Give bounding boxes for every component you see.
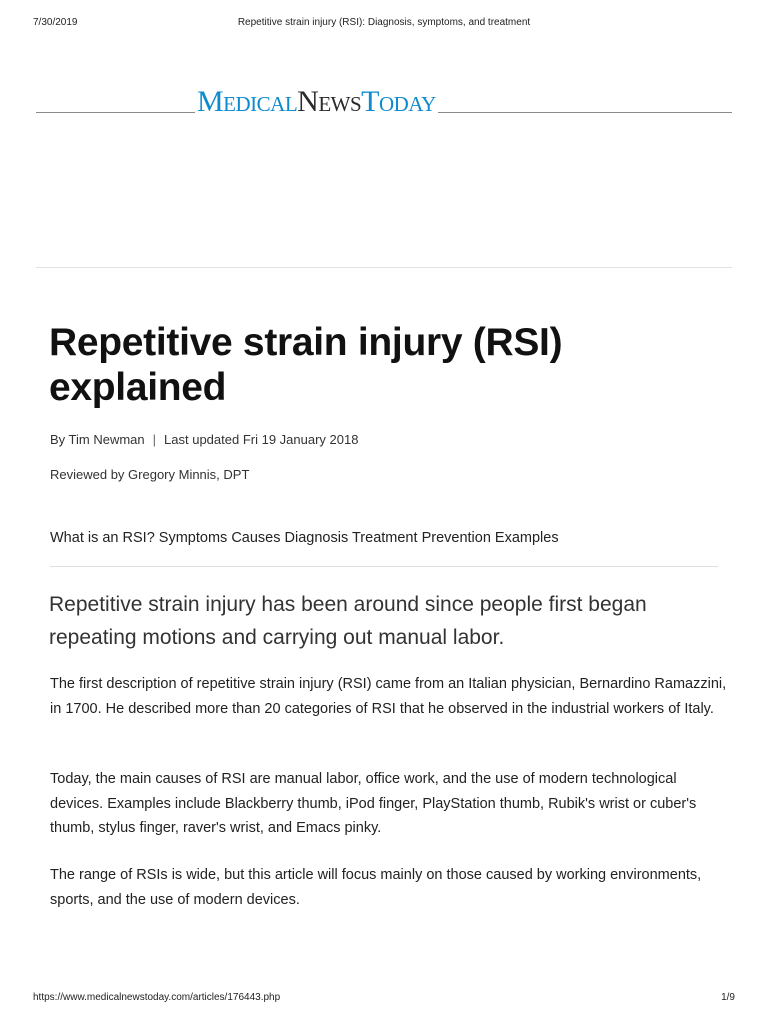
reviewer [50, 467, 249, 482]
toc-link-symptoms[interactable]: Symptoms [158, 530, 228, 546]
reviewer-link[interactable]: Reviewed by Gregory Minnis, DPT [50, 467, 250, 482]
logo-word-medical: Medical [197, 85, 298, 118]
ad-space-divider [36, 267, 732, 268]
masthead [36, 86, 732, 120]
toc-link-prevention[interactable]: Prevention [421, 530, 491, 546]
article-lead: Repetitive strain injury has been around since people first began repeating motions and carrying out manual labor. [49, 593, 647, 649]
toc-link-treatment[interactable]: Treatment [351, 530, 418, 546]
last-updated: Last updated Fri 19 January 2018 [164, 432, 359, 447]
print-footer [33, 992, 735, 1006]
logo-word-news: News [297, 85, 362, 118]
author-link[interactable]: By Tim Newman [50, 432, 145, 447]
toc-link-causes[interactable]: Causes [231, 530, 281, 546]
print-page-title: Repetitive strain injury (RSI): Diagnosis, symptoms, and treatment [237, 17, 531, 28]
paragraph: The range of RSIs is wide, but this article will focus mainly on those caused by working environments, sports, and the use of modern devices. [50, 867, 702, 908]
paragraph: Today, the main causes of RSI are manual labor, office work, and the use of modern technological devices. Examples include Blackberry thumb, iPod finger, PlayStation thumb, Rubik's wrist or cuber's thumb, stylus finger, raver's wrist, and Emacs pinky. [50, 771, 697, 836]
print-url: https://www.medicalnewstoday.com/articles/176443.php [33, 992, 281, 1003]
toc-link-what-is-rsi[interactable]: What is an RSI? [50, 530, 155, 546]
toc-link-diagnosis[interactable]: Diagnosis [284, 530, 349, 546]
toc-link-examples[interactable]: Examples [494, 530, 559, 546]
byline [50, 432, 358, 447]
paragraph: The first description of repetitive strain injury (RSI) came from an Italian physician, Bernardino Ramazzini, in 1700. He described more than 20 categories of RSI that he observed in the industrial workers of Italy. [50, 676, 727, 717]
byline-separator: | [152, 432, 157, 447]
table-of-contents [50, 530, 559, 546]
toc-divider [50, 566, 718, 567]
logo-word-today: Today [361, 85, 436, 118]
site-logo[interactable] [195, 86, 438, 118]
article-headline: Repetitive strain injury (RSI) explained [49, 321, 563, 409]
print-date: 7/30/2019 [33, 17, 78, 28]
print-header [33, 17, 735, 31]
page-number: 1/9 [721, 992, 735, 1003]
